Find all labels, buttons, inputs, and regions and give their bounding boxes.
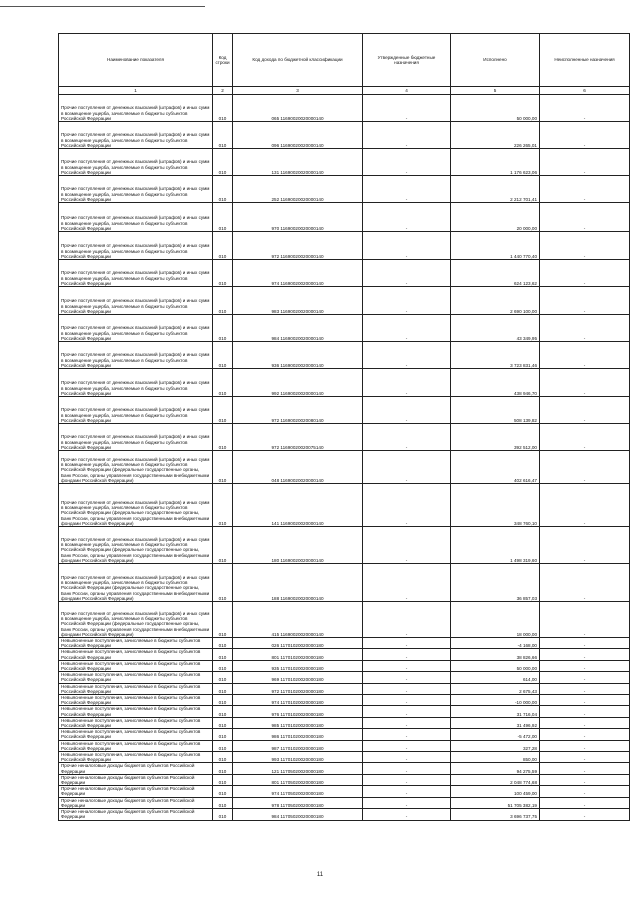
executed-cell: 402 616,47 (451, 451, 540, 484)
budget-code-cell: 096 11690020020000140 (233, 122, 363, 149)
executed-cell: 2 675,43 (451, 683, 540, 694)
indicator-name-cell: Невыясненные поступления, зачисляемые в бюджеты субъектов Российской Федерации (59, 660, 213, 671)
approved-cell: - (363, 717, 451, 728)
line-code-cell: 010 (213, 95, 233, 122)
approved-cell: - (363, 527, 451, 564)
executed-cell: 1 498 319,60 (451, 527, 540, 564)
budget-code-cell: 976 11701020020000180 (233, 706, 363, 717)
unexecuted-cell: - (540, 809, 630, 820)
indicator-name-cell: Невыясненные поступления, зачисляемые в бюджеты субъектов Российской Федерации (59, 672, 213, 683)
budget-code-cell: 974 11705020020000180 (233, 786, 363, 797)
unexecuted-cell: - (540, 740, 630, 751)
approved-cell: - (363, 203, 451, 232)
line-code-cell: 010 (213, 397, 233, 424)
budget-code-cell: 984 11705020020000180 (233, 809, 363, 820)
executed-cell: 31 496,92 (451, 717, 540, 728)
executed-cell: 2 212 701,41 (451, 176, 540, 203)
unexecuted-cell: - (540, 695, 630, 706)
executed-cell: 327,28 (451, 740, 540, 751)
approved-cell: - (363, 564, 451, 602)
table-row (59, 809, 630, 820)
indicator-name-cell: Прочие поступления от денежных взысканий (штрафов) и иных сумм в возмещение ущерба, зачисляемые в бюджеты субъектов Российской Федерации (59, 424, 213, 451)
approved-cell: - (363, 763, 451, 774)
executed-cell: 43 349,95 (451, 315, 540, 342)
header-indicator-name: Наименование показателя (59, 34, 213, 87)
line-code-cell: 010 (213, 683, 233, 694)
budget-code-cell: 987 11701020020000180 (233, 740, 363, 751)
budget-code-cell: 992 11690020020000140 (233, 369, 363, 397)
approved-cell: - (363, 706, 451, 717)
indicator-name-cell: Прочие поступления от денежных взысканий (штрафов) и иных сумм в возмещение ущерба, зачисляемые в бюджеты субъектов Российской Федерации (федеральные государственные органы, Банк России, органы управления государственными внебюджетными фондами Российской Федерации) (59, 484, 213, 527)
unexecuted-cell: - (540, 397, 630, 424)
indicator-name-cell: Прочие неналоговые доходы бюджетов субъектов Российской Федерации (59, 797, 213, 808)
line-code-cell: 010 (213, 369, 233, 397)
approved-cell: - (363, 786, 451, 797)
indicator-name-cell: Прочие поступления от денежных взысканий (штрафов) и иных сумм в возмещение ущерба, зачисляемые в бюджеты субъектов Российской Федерации (59, 122, 213, 149)
line-code-cell: 010 (213, 527, 233, 564)
line-code-cell: 010 (213, 706, 233, 717)
indicator-name-cell: Прочие поступления от денежных взысканий (штрафов) и иных сумм в возмещение ущерба, зачисляемые в бюджеты субъектов Российской Федерации (федеральные государственные органы, Банк России, органы управления государственными внебюджетными фондами Российской Федерации) (59, 527, 213, 564)
line-code-cell: 010 (213, 451, 233, 484)
table-row (59, 717, 630, 728)
unexecuted-cell: - (540, 232, 630, 260)
line-code-cell: 010 (213, 122, 233, 149)
indicator-name-cell: Прочие поступления от денежных взысканий (штрафов) и иных сумм в возмещение ущерба, зачисляемые в бюджеты субъектов Российской Федерации (59, 315, 213, 342)
line-code-cell: 010 (213, 774, 233, 785)
unexecuted-cell: - (540, 287, 630, 315)
line-code-cell: 010 (213, 660, 233, 671)
unexecuted-cell: - (540, 342, 630, 369)
table-header-row (59, 34, 630, 87)
indicator-name-cell: Невыясненные поступления, зачисляемые в бюджеты субъектов Российской Федерации (59, 752, 213, 763)
line-code-cell: 010 (213, 729, 233, 740)
executed-cell: 392 512,00 (451, 424, 540, 451)
approved-cell: - (363, 176, 451, 203)
column-number: 2 (213, 87, 233, 95)
unexecuted-cell: - (540, 786, 630, 797)
column-number: 3 (233, 87, 363, 95)
approved-cell: - (363, 369, 451, 397)
column-number: 4 (363, 87, 451, 95)
approved-cell: - (363, 602, 451, 638)
table-row (59, 527, 630, 564)
line-code-cell: 010 (213, 717, 233, 728)
approved-cell: - (363, 649, 451, 660)
table-row (59, 484, 630, 527)
indicator-name-cell: Прочие поступления от денежных взысканий (штрафов) и иных сумм в возмещение ущерба, зачисляемые в бюджеты субъектов Российской Федерации (59, 397, 213, 424)
indicator-name-cell: Прочие поступления от денежных взысканий (штрафов) и иных сумм в возмещение ущерба, зачисляемые в бюджеты субъектов Российской Федерации (59, 287, 213, 315)
budget-code-cell: 972 11701020020000180 (233, 683, 363, 694)
table-row (59, 649, 630, 660)
budget-code-cell: 970 11690020020000140 (233, 203, 363, 232)
executed-cell: 51 705 382,19 (451, 797, 540, 808)
line-code-cell: 010 (213, 649, 233, 660)
indicator-name-cell: Прочие поступления от денежных взысканий (штрафов) и иных сумм в возмещение ущерба, зачисляемые в бюджеты субъектов Российской Федерации (59, 95, 213, 122)
unexecuted-cell: - (540, 176, 630, 203)
budget-code-cell: 985 11701020020000180 (233, 717, 363, 728)
budget-code-cell: 415 11690020020000140 (233, 602, 363, 638)
header-approved: Утвержденные бюджетные назначения (363, 34, 451, 87)
unexecuted-cell: - (540, 706, 630, 717)
executed-cell: -4 168,00 (451, 638, 540, 649)
indicator-name-cell: Прочие поступления от денежных взысканий (штрафов) и иных сумм в возмещение ущерба, зачисляемые в бюджеты субъектов Российской Федерации (59, 176, 213, 203)
line-code-cell: 010 (213, 484, 233, 527)
budget-code-cell: 141 11690020020000140 (233, 484, 363, 527)
table-row (59, 287, 630, 315)
table-row (59, 786, 630, 797)
executed-cell: 348 760,10 (451, 484, 540, 527)
unexecuted-cell: - (540, 660, 630, 671)
executed-cell: 614,00 (451, 672, 540, 683)
budget-code-cell: 065 11690020020000140 (233, 95, 363, 122)
header-executed: Исполнено (451, 34, 540, 87)
indicator-name-cell: Невыясненные поступления, зачисляемые в бюджеты субъектов Российской Федерации (59, 740, 213, 751)
table-row (59, 122, 630, 149)
budget-code-cell: 972 11690020020080140 (233, 397, 363, 424)
table-row (59, 95, 630, 122)
budget-code-cell: 936 11690020020000140 (233, 342, 363, 369)
indicator-name-cell: Прочие поступления от денежных взысканий (штрафов) и иных сумм в возмещение ущерба, зачисляемые в бюджеты субъектов Российской Федерации (59, 232, 213, 260)
budget-code-cell: 984 11690020020000140 (233, 315, 363, 342)
unexecuted-cell: - (540, 564, 630, 602)
executed-cell: 94 275,59 (451, 763, 540, 774)
table-row (59, 797, 630, 808)
indicator-name-cell: Невыясненные поступления, зачисляемые в бюджеты субъектов Российской Федерации (59, 695, 213, 706)
line-code-cell: 010 (213, 424, 233, 451)
executed-cell: 31 716,04 (451, 706, 540, 717)
approved-cell: - (363, 315, 451, 342)
approved-cell: - (363, 672, 451, 683)
approved-cell: - (363, 260, 451, 287)
budget-code-cell: 974 11690020020000140 (233, 260, 363, 287)
indicator-name-cell: Прочие поступления от денежных взысканий (штрафов) и иных сумм в возмещение ущерба, зачисляемые в бюджеты субъектов Российской Федерации (федеральные государственные органы, Банк России, органы управления государственными внебюджетными фондами Российской Федерации) (59, 602, 213, 638)
approved-cell: - (363, 695, 451, 706)
unexecuted-cell: - (540, 484, 630, 527)
approved-cell: - (363, 95, 451, 122)
line-code-cell: 010 (213, 763, 233, 774)
table-row (59, 740, 630, 751)
table-row (59, 232, 630, 260)
executed-cell: 850,00 (451, 752, 540, 763)
table-row (59, 752, 630, 763)
indicator-name-cell: Невыясненные поступления, зачисляемые в бюджеты субъектов Российской Федерации (59, 649, 213, 660)
approved-cell: - (363, 397, 451, 424)
approved-cell: - (363, 149, 451, 176)
unexecuted-cell: - (540, 774, 630, 785)
approved-cell: - (363, 287, 451, 315)
line-code-cell: 010 (213, 342, 233, 369)
line-code-cell: 010 (213, 203, 233, 232)
executed-cell: 18 000,00 (451, 602, 540, 638)
table-row (59, 397, 630, 424)
budget-code-cell: 801 11701020020000180 (233, 649, 363, 660)
executed-cell: 50 000,00 (451, 95, 540, 122)
approved-cell: - (363, 797, 451, 808)
approved-cell: - (363, 342, 451, 369)
approved-cell: - (363, 451, 451, 484)
budget-code-cell: 188 11690020020000140 (233, 564, 363, 602)
approved-cell: - (363, 232, 451, 260)
indicator-name-cell: Прочие неналоговые доходы бюджетов субъектов Российской Федерации (59, 774, 213, 785)
table-row (59, 424, 630, 451)
unexecuted-cell: - (540, 638, 630, 649)
unexecuted-cell: - (540, 95, 630, 122)
column-number-row (59, 87, 630, 95)
executed-cell: 438 946,70 (451, 369, 540, 397)
table-row (59, 763, 630, 774)
executed-cell: 1 176 623,06 (451, 149, 540, 176)
budget-code-cell: 974 11701020020000180 (233, 695, 363, 706)
budget-code-cell: 935 11701020020000180 (233, 660, 363, 671)
table-row (59, 729, 630, 740)
budget-code-cell: 983 11690020020000140 (233, 287, 363, 315)
indicator-name-cell: Невыясненные поступления, зачисляемые в бюджеты субъектов Российской Федерации (59, 706, 213, 717)
budget-code-cell: 972 11690020020075140 (233, 424, 363, 451)
indicator-name-cell: Прочие поступления от денежных взысканий (штрафов) и иных сумм в возмещение ущерба, зачисляемые в бюджеты субъектов Российской Федерации (59, 203, 213, 232)
budget-code-cell: 986 11701020020000180 (233, 729, 363, 740)
table-row (59, 660, 630, 671)
executed-cell: 36 857,03 (451, 564, 540, 602)
line-code-cell: 010 (213, 672, 233, 683)
line-code-cell: 010 (213, 752, 233, 763)
executed-cell: 2 048 774,68 (451, 774, 540, 785)
line-code-cell: 010 (213, 740, 233, 751)
indicator-name-cell: Прочие неналоговые доходы бюджетов субъектов Российской Федерации (59, 809, 213, 820)
table-row (59, 260, 630, 287)
unexecuted-cell: - (540, 203, 630, 232)
unexecuted-cell: - (540, 763, 630, 774)
budget-code-cell: 252 11690020020000140 (233, 176, 363, 203)
unexecuted-cell: - (540, 717, 630, 728)
table-row (59, 602, 630, 638)
approved-cell: - (363, 729, 451, 740)
indicator-name-cell: Прочие неналоговые доходы бюджетов субъектов Российской Федерации (59, 786, 213, 797)
line-code-cell: 010 (213, 809, 233, 820)
line-code-cell: 010 (213, 695, 233, 706)
page-number: 11 (316, 872, 324, 878)
budget-code-cell: 121 11705020020000180 (233, 763, 363, 774)
indicator-name-cell: Невыясненные поступления, зачисляемые в бюджеты субъектов Российской Федерации (59, 638, 213, 649)
budget-code-cell: 048 11690020020000140 (233, 451, 363, 484)
approved-cell: - (363, 683, 451, 694)
executed-cell: -10 000,00 (451, 695, 540, 706)
approved-cell: - (363, 774, 451, 785)
executed-cell: 1 440 770,40 (451, 232, 540, 260)
executed-cell: 508 139,82 (451, 397, 540, 424)
line-code-cell: 010 (213, 638, 233, 649)
unexecuted-cell: - (540, 451, 630, 484)
indicator-name-cell: Прочие неналоговые доходы бюджетов субъектов Российской Федерации (59, 763, 213, 774)
approved-cell: - (363, 638, 451, 649)
table-body (59, 95, 630, 821)
approved-cell: - (363, 484, 451, 527)
budget-code-cell: 180 11690020020000140 (233, 527, 363, 564)
executed-cell: 38 826,66 (451, 649, 540, 660)
column-number: 1 (59, 87, 213, 95)
table-row (59, 774, 630, 785)
approved-cell: - (363, 740, 451, 751)
approved-cell: - (363, 752, 451, 763)
unexecuted-cell: - (540, 122, 630, 149)
column-number: 5 (451, 87, 540, 95)
unexecuted-cell: - (540, 527, 630, 564)
budget-code-cell: 972 11690020020000140 (233, 232, 363, 260)
unexecuted-cell: - (540, 672, 630, 683)
budget-code-cell: 969 11701020020000180 (233, 672, 363, 683)
table-row (59, 672, 630, 683)
budget-code-cell: 978 11705020020000180 (233, 797, 363, 808)
unexecuted-cell: - (540, 315, 630, 342)
line-code-cell: 010 (213, 315, 233, 342)
table-row (59, 342, 630, 369)
executed-cell: 226 265,01 (451, 122, 540, 149)
executed-cell: 50 000,00 (451, 660, 540, 671)
unexecuted-cell: - (540, 729, 630, 740)
executed-cell: 20 000,00 (451, 203, 540, 232)
line-code-cell: 010 (213, 602, 233, 638)
line-code-cell: 010 (213, 232, 233, 260)
line-code-cell: 010 (213, 260, 233, 287)
table-row (59, 695, 630, 706)
table-row (59, 683, 630, 694)
table-row (59, 451, 630, 484)
revenue-table (58, 33, 630, 821)
indicator-name-cell: Прочие поступления от денежных взысканий (штрафов) и иных сумм в возмещение ущерба, зачисляемые в бюджеты субъектов Российской Федерации (федеральные государственные органы, Банк России, органы управления государственными внебюджетными фондами Российской Федерации) (59, 564, 213, 602)
column-number: 6 (540, 87, 630, 95)
line-code-cell: 010 (213, 287, 233, 315)
table-row (59, 176, 630, 203)
header-budget-code: Код дохода по бюджетной классификации (233, 34, 363, 87)
executed-cell: -5 472,00 (451, 729, 540, 740)
line-code-cell: 010 (213, 797, 233, 808)
unexecuted-cell: - (540, 424, 630, 451)
budget-code-cell: 801 11705020020000180 (233, 774, 363, 785)
indicator-name-cell: Невыясненные поступления, зачисляемые в бюджеты субъектов Российской Федерации (59, 717, 213, 728)
unexecuted-cell: - (540, 649, 630, 660)
executed-cell: 2 690 100,00 (451, 287, 540, 315)
executed-cell: 624 123,62 (451, 260, 540, 287)
header-line-code: Код строки (213, 34, 233, 87)
line-code-cell: 010 (213, 149, 233, 176)
table-row (59, 706, 630, 717)
indicator-name-cell: Прочие поступления от денежных взысканий (штрафов) и иных сумм в возмещение ущерба, зачисляемые в бюджеты субъектов Российской Федерации (59, 369, 213, 397)
indicator-name-cell: Невыясненные поступления, зачисляемые в бюджеты субъектов Российской Федерации (59, 729, 213, 740)
header-unexecuted: Неисполненные назначения (540, 34, 630, 87)
executed-cell: 3 723 831,46 (451, 342, 540, 369)
unexecuted-cell: - (540, 752, 630, 763)
top-rule (0, 6, 205, 7)
unexecuted-cell: - (540, 369, 630, 397)
table-row (59, 203, 630, 232)
unexecuted-cell: - (540, 602, 630, 638)
approved-cell: - (363, 809, 451, 820)
executed-cell: 3 696 737,75 (451, 809, 540, 820)
indicator-name-cell: Прочие поступления от денежных взысканий (штрафов) и иных сумм в возмещение ущерба, зачисляемые в бюджеты субъектов Российской Федерации (59, 342, 213, 369)
indicator-name-cell: Прочие поступления от денежных взысканий (штрафов) и иных сумм в возмещение ущерба, зачисляемые в бюджеты субъектов Российской Федерации (федеральные государственные органы, Банк России, органы управления государственными внебюджетными фондами Российской Федерации) (59, 451, 213, 484)
table-row (59, 315, 630, 342)
line-code-cell: 010 (213, 786, 233, 797)
table-row (59, 149, 630, 176)
indicator-name-cell: Прочие поступления от денежных взысканий (штрафов) и иных сумм в возмещение ущерба, зачисляемые в бюджеты субъектов Российской Федерации (59, 149, 213, 176)
budget-code-cell: 993 11701020020000180 (233, 752, 363, 763)
table-row (59, 564, 630, 602)
table-row (59, 638, 630, 649)
unexecuted-cell: - (540, 260, 630, 287)
budget-code-cell: 131 11690020020000140 (233, 149, 363, 176)
approved-cell: - (363, 424, 451, 451)
table-row (59, 369, 630, 397)
line-code-cell: 010 (213, 176, 233, 203)
line-code-cell: 010 (213, 564, 233, 602)
approved-cell: - (363, 122, 451, 149)
unexecuted-cell: - (540, 683, 630, 694)
unexecuted-cell: - (540, 149, 630, 176)
budget-code-cell: 026 11701020020000180 (233, 638, 363, 649)
indicator-name-cell: Невыясненные поступления, зачисляемые в бюджеты субъектов Российской Федерации (59, 683, 213, 694)
unexecuted-cell: - (540, 797, 630, 808)
executed-cell: 100 459,00 (451, 786, 540, 797)
approved-cell: - (363, 660, 451, 671)
indicator-name-cell: Прочие поступления от денежных взысканий (штрафов) и иных сумм в возмещение ущерба, зачисляемые в бюджеты субъектов Российской Федерации (59, 260, 213, 287)
